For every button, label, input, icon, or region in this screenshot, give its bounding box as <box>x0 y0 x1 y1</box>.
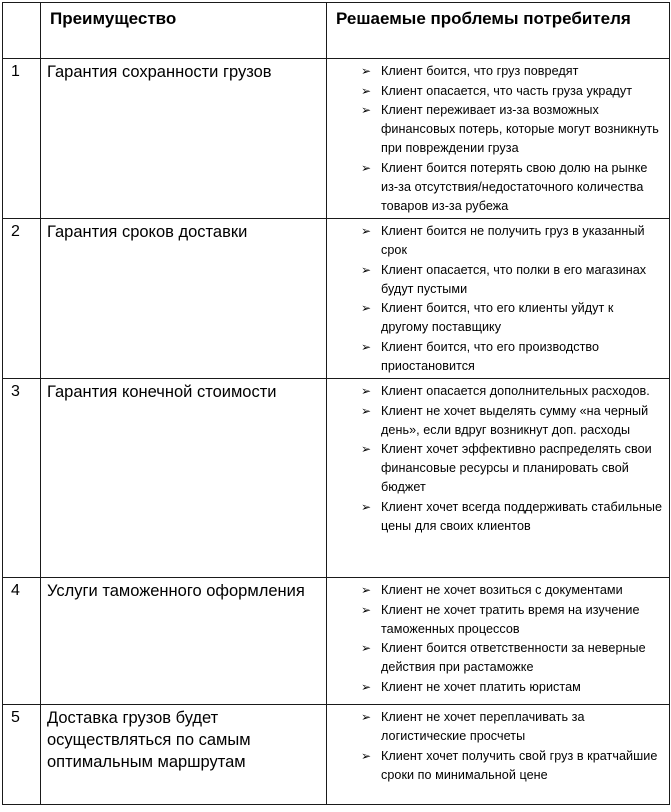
arrow-bullet-icon: ➢ <box>361 442 372 456</box>
problems-cell <box>327 379 670 578</box>
list-item <box>327 678 663 697</box>
problem-text: Клиент боится, что груз повредят <box>381 64 579 78</box>
list-item <box>327 601 663 639</box>
header-problems: Решаемые проблемы потребителя <box>336 9 631 28</box>
header-advantage: Преимущество <box>50 9 177 28</box>
header-problems-cell <box>327 3 670 59</box>
problem-text: Клиент не хочет переплачивать за логистические просчеты <box>381 710 585 743</box>
arrow-bullet-icon: ➢ <box>361 224 372 238</box>
table-row <box>3 578 670 705</box>
advantages-table <box>2 2 670 805</box>
row-number-cell <box>3 578 41 705</box>
header-row <box>3 3 670 59</box>
problem-text: Клиент не хочет возиться с документами <box>381 583 623 597</box>
arrow-bullet-icon: ➢ <box>361 301 372 315</box>
row-number: 1 <box>11 63 20 80</box>
list-item <box>327 222 663 260</box>
problem-text: Клиент не хочет платить юристам <box>381 679 581 694</box>
list-item <box>327 440 663 497</box>
advantage-text: Гарантия конечной стоимости <box>47 383 277 401</box>
problems-list <box>327 59 669 216</box>
arrow-bullet-icon: ➢ <box>361 83 372 98</box>
row-number-cell <box>3 219 41 379</box>
advantage-text: Гарантия сроков доставки <box>47 223 248 241</box>
list-item <box>327 382 663 401</box>
problems-list <box>327 578 669 697</box>
arrow-bullet-icon: ➢ <box>361 64 372 78</box>
advantage-cell <box>41 578 327 705</box>
problems-list <box>327 705 669 785</box>
problem-text: Клиент не хочет выделять сумму «на черный день», если вдруг возникнут доп. расходы <box>381 403 649 437</box>
problem-text: Клиент боится, что его производство приостановится <box>381 339 600 373</box>
arrow-bullet-icon: ➢ <box>361 403 372 418</box>
list-item <box>327 261 663 299</box>
advantage-text: Доставка грузов будет осуществляться по самым оптимальным маршрутам <box>47 709 251 771</box>
problem-text: Клиент опасается дополнительных расходов. <box>381 384 650 398</box>
advantage-text: Услуги таможенного оформления <box>47 582 305 600</box>
problem-text: Клиент боится ответственности за неверные действия при растаможке <box>381 641 646 674</box>
arrow-bullet-icon: ➢ <box>361 583 372 597</box>
list-item <box>327 82 663 101</box>
advantage-cell <box>41 705 327 805</box>
row-number: 5 <box>11 709 20 726</box>
problems-cell <box>327 705 670 805</box>
problem-text: Клиент хочет эффективно распределять свои финансовые ресурсы и планировать свой бюджет <box>381 442 652 494</box>
table-row <box>3 379 670 578</box>
problem-text: Клиент боится потерять свою долю на рынке из-за отсутствия/недостаточного количества товаров из-за рубежа <box>381 160 648 213</box>
header-number-cell <box>3 3 41 59</box>
problem-text: Клиент опасается, что часть груза украдут <box>381 83 633 98</box>
list-item <box>327 101 663 158</box>
arrow-bullet-icon: ➢ <box>361 262 372 277</box>
table-row <box>3 219 670 379</box>
problems-list <box>327 219 669 376</box>
problem-text: Клиент боится, что его клиенты уйдут к другому поставщику <box>381 301 614 334</box>
problem-text: Клиент переживает из-за возможных финансовых потерь, которые могут возникнуть при повреждении груза <box>381 103 659 155</box>
row-number-cell <box>3 59 41 219</box>
problem-text: Клиент хочет всегда поддерживать стабильные цены для своих клиентов <box>381 499 663 533</box>
table-row <box>3 59 670 219</box>
arrow-bullet-icon: ➢ <box>361 748 372 763</box>
row-number: 2 <box>11 223 20 240</box>
arrow-bullet-icon: ➢ <box>361 160 372 175</box>
list-item <box>327 747 663 785</box>
problems-cell <box>327 578 670 705</box>
header-advantage-cell <box>41 3 327 59</box>
arrow-bullet-icon: ➢ <box>361 679 372 694</box>
list-item <box>327 338 663 376</box>
row-number-cell <box>3 705 41 805</box>
arrow-bullet-icon: ➢ <box>361 710 372 724</box>
list-item <box>327 62 663 81</box>
advantage-cell <box>41 379 327 578</box>
arrow-bullet-icon: ➢ <box>361 384 372 398</box>
list-item <box>327 708 663 746</box>
problem-text: Клиент хочет получить свой груз в кратчайшие сроки по минимальной цене <box>381 748 658 782</box>
list-item <box>327 581 663 600</box>
table-row <box>3 705 670 805</box>
problem-text: Клиент опасается, что полки в его магазинах будут пустыми <box>381 262 647 296</box>
problem-text: Клиент боится не получить груз в указанный срок <box>381 224 645 257</box>
row-number: 4 <box>11 582 20 599</box>
advantage-text: Гарантия сохранности грузов <box>47 63 272 81</box>
arrow-bullet-icon: ➢ <box>361 339 372 354</box>
arrow-bullet-icon: ➢ <box>361 103 372 117</box>
row-number-cell <box>3 379 41 578</box>
problems-cell <box>327 219 670 379</box>
list-item <box>327 498 663 536</box>
arrow-bullet-icon: ➢ <box>361 499 372 514</box>
list-item <box>327 639 663 677</box>
problem-text: Клиент не хочет тратить время на изучение таможенных процессов <box>381 602 640 636</box>
list-item <box>327 159 663 216</box>
advantage-cell <box>41 219 327 379</box>
list-item <box>327 299 663 337</box>
advantage-cell <box>41 59 327 219</box>
arrow-bullet-icon: ➢ <box>361 641 372 655</box>
row-number: 3 <box>11 383 20 400</box>
list-item <box>327 402 663 440</box>
arrow-bullet-icon: ➢ <box>361 602 372 617</box>
problems-list <box>327 379 669 536</box>
problems-cell <box>327 59 670 219</box>
